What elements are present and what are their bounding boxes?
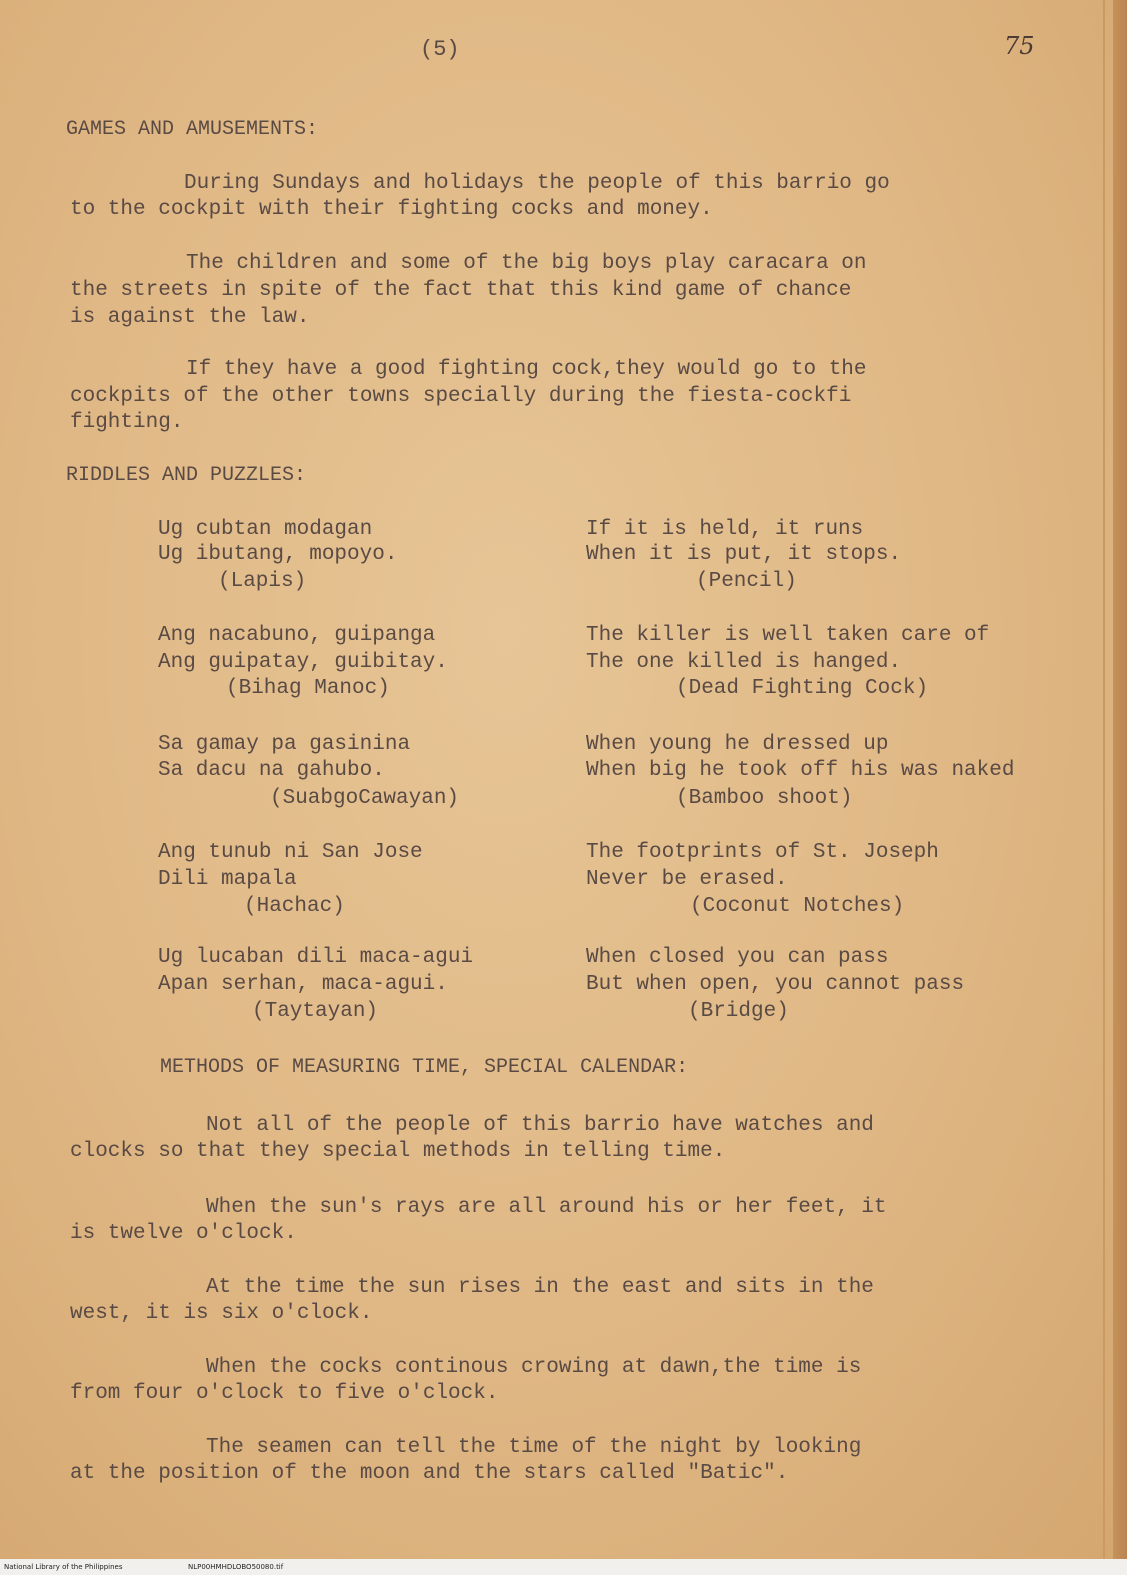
time-p3-line1: At the time the sun rises in the east and sits in the: [206, 1276, 874, 1299]
riddle-5-english-line1: When closed you can pass: [586, 946, 889, 969]
riddle-5-native-answer: (Taytayan): [252, 1000, 379, 1023]
riddles-heading: RIDDLES AND PUZZLES:: [66, 464, 307, 487]
riddle-2-native-line1: Ang nacabuno, guipanga: [158, 624, 436, 647]
games-p2-line1: The children and some of the big boys play caracara on: [186, 252, 867, 275]
riddle-3-native-line2: Sa dacu na gahubo.: [158, 759, 385, 782]
riddle-2-native-answer: (Bihag Manoc): [226, 677, 390, 700]
games-p3-line1: If they have a good fighting cock,they would go to the: [186, 358, 867, 381]
time-p5-line2: at the position of the moon and the stars called "Batic".: [70, 1462, 789, 1485]
riddle-1-native-line2: Ug ibutang, mopoyo.: [158, 543, 398, 566]
riddle-1-native-answer: (Lapis): [218, 570, 307, 593]
riddle-4-english-line2: Never be erased.: [586, 868, 788, 891]
riddle-1-english-line1: If it is held, it runs: [586, 518, 864, 541]
time-p1-line1: Not all of the people of this barrio have watches and: [206, 1114, 874, 1137]
time-p4-line1: When the cocks continous crowing at dawn,the time is: [206, 1356, 862, 1379]
time-p5-line1: The seamen can tell the time of the night by looking: [206, 1436, 862, 1459]
riddle-3-english-line1: When young he dressed up: [586, 733, 889, 756]
riddle-5-english-answer: (Bridge): [688, 1000, 789, 1023]
time-heading: METHODS OF MEASURING TIME, SPECIAL CALENDAR:: [160, 1056, 689, 1079]
riddle-4-native-line2: Dili mapala: [158, 868, 297, 891]
games-p1-line2: to the cockpit with their fighting cocks and money.: [70, 198, 713, 221]
riddle-2-english-line1: The killer is well taken care of: [586, 624, 990, 647]
games-heading: GAMES AND AMUSEMENTS:: [66, 118, 319, 141]
footer-file: NLP00HMHDLOBO50080.tif: [188, 1563, 284, 1571]
riddle-1-english-line2: When it is put, it stops.: [586, 543, 902, 566]
time-p1-line2: clocks so that they special methods in telling time.: [70, 1140, 726, 1163]
riddle-3-native-answer: (SuabgoCawayan): [270, 787, 460, 810]
riddle-5-english-line2: But when open, you cannot pass: [586, 973, 965, 996]
riddle-3-native-line1: Sa gamay pa gasinina: [158, 733, 411, 756]
page-edge: [1113, 0, 1127, 1575]
riddle-3-english-line2: When big he took off his was naked: [586, 759, 1015, 782]
riddle-5-native-line2: Apan serhan, maca-agui.: [158, 973, 448, 996]
scan-footer: [0, 1559, 1127, 1575]
page-number: 75: [1004, 32, 1035, 60]
games-p1-line1: During Sundays and holidays the people of this barrio go: [184, 172, 890, 195]
time-p3-line2: west, it is six o'clock.: [70, 1302, 373, 1325]
footer-library: National Library of the Philippines: [4, 1563, 123, 1571]
riddle-5-native-line1: Ug lucaban dili maca-agui: [158, 946, 474, 969]
riddle-4-native-line1: Ang tunub ni San Jose: [158, 841, 423, 864]
riddle-1-native-line1: Ug cubtan modagan: [158, 518, 373, 541]
section-marker: (5): [420, 37, 460, 62]
page-edge-line: [1103, 0, 1105, 1575]
time-p2-line1: When the sun's rays are all around his or her feet, it: [206, 1196, 887, 1219]
riddle-4-native-answer: (Hachac): [244, 895, 345, 918]
time-p2-line2: is twelve o'clock.: [70, 1222, 297, 1245]
games-p2-line3: is against the law.: [70, 306, 310, 329]
games-p3-line3: fighting.: [70, 411, 184, 434]
riddle-2-english-answer: (Dead Fighting Cock): [676, 677, 929, 700]
time-p4-line2: from four o'clock to five o'clock.: [70, 1382, 499, 1405]
riddle-2-english-line2: The one killed is hanged.: [586, 651, 902, 674]
riddle-4-english-line1: The footprints of St. Joseph: [586, 841, 939, 864]
games-p3-line2: cockpits of the other towns specially during the fiesta-cockfi: [70, 385, 852, 408]
riddle-2-native-line2: Ang guipatay, guibitay.: [158, 651, 448, 674]
riddle-1-english-answer: (Pencil): [696, 570, 797, 593]
riddle-4-english-answer: (Coconut Notches): [690, 895, 905, 918]
games-p2-line2: the streets in spite of the fact that this kind game of chance: [70, 279, 852, 302]
riddle-3-english-answer: (Bamboo shoot): [676, 787, 853, 810]
